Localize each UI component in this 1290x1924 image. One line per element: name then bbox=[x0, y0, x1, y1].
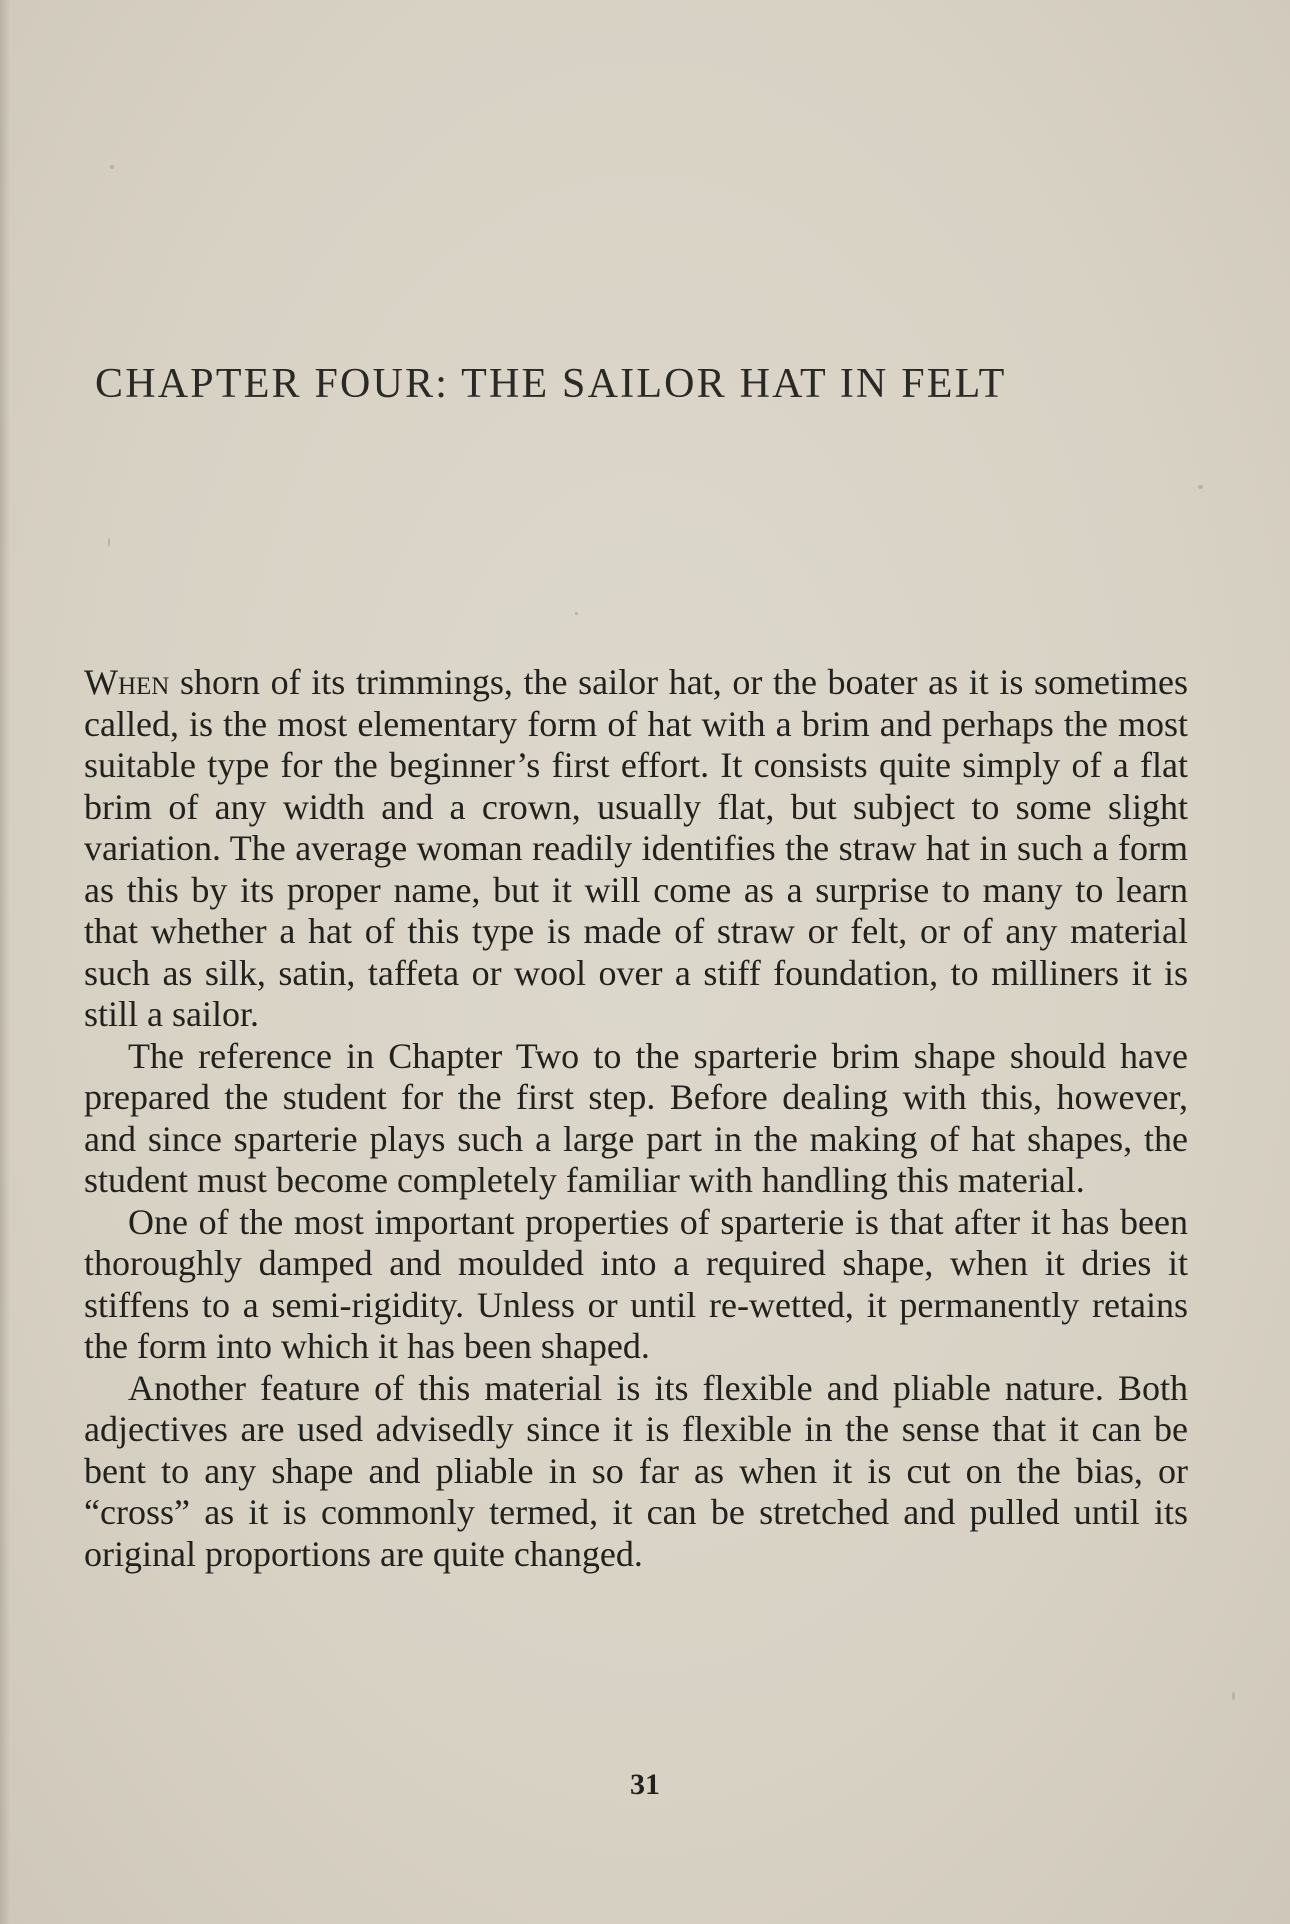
paper-speck bbox=[1232, 1692, 1235, 1700]
paper-speck bbox=[1198, 485, 1203, 489]
paragraph-3: One of the most important properties of sparterie is that after it has been thoroughly damped and moulded into a required shape, when it dries it stiffens to a semi-rigidity. Unless or until re-wetted, it permanently retains the form into which it has been shaped. bbox=[84, 1201, 1188, 1366]
chapter-title: CHAPTER FOUR: THE SAILOR HAT IN FELT bbox=[95, 361, 1007, 407]
paragraph-2: The reference in Chapter Two to the sparterie brim shape should have prepared the student for the first step. Before dealing with this, however, and since sparterie plays such a large part in the making of hat shapes, the student must become completely familiar with handling this material. bbox=[84, 1035, 1188, 1200]
page-binding-edge bbox=[0, 0, 10, 1924]
paragraph-1-text: shorn of its trimmings, the sailor hat, or the boater as it is sometimes called, is the most elementary form of hat with a brim and perhaps the most suitable type for the beginner’s first effort. It consists quite simply of a flat brim of any width and a crown, usually flat, but subject to some slight variation. The average woman readily identifies the straw hat in such a form as this by its proper name, but it will come as a surprise to many to learn that whether a hat of this type is made of straw or felt, or of any material such as silk, satin, taffeta or wool over a stiff foundation, to milliners it is still a sailor. bbox=[84, 662, 1188, 1034]
paper-speck bbox=[575, 612, 578, 615]
paper-speck bbox=[110, 165, 114, 169]
paragraph-4: Another feature of this material is its flexible and pliable nature. Both adjectives are used advisedly since it is flexible in the sense that it can be bent to any shape and pliable in so far as when it is cut on the bias, or “cross” as it is commonly termed, it can be stretched and pulled until its original proportions are quite changed. bbox=[84, 1367, 1188, 1574]
paragraph-1 bbox=[84, 662, 1188, 1036]
page-number: 31 bbox=[630, 1768, 660, 1801]
body-text bbox=[84, 662, 1188, 1575]
lead-word: When bbox=[84, 662, 170, 702]
paper-speck bbox=[108, 538, 110, 547]
